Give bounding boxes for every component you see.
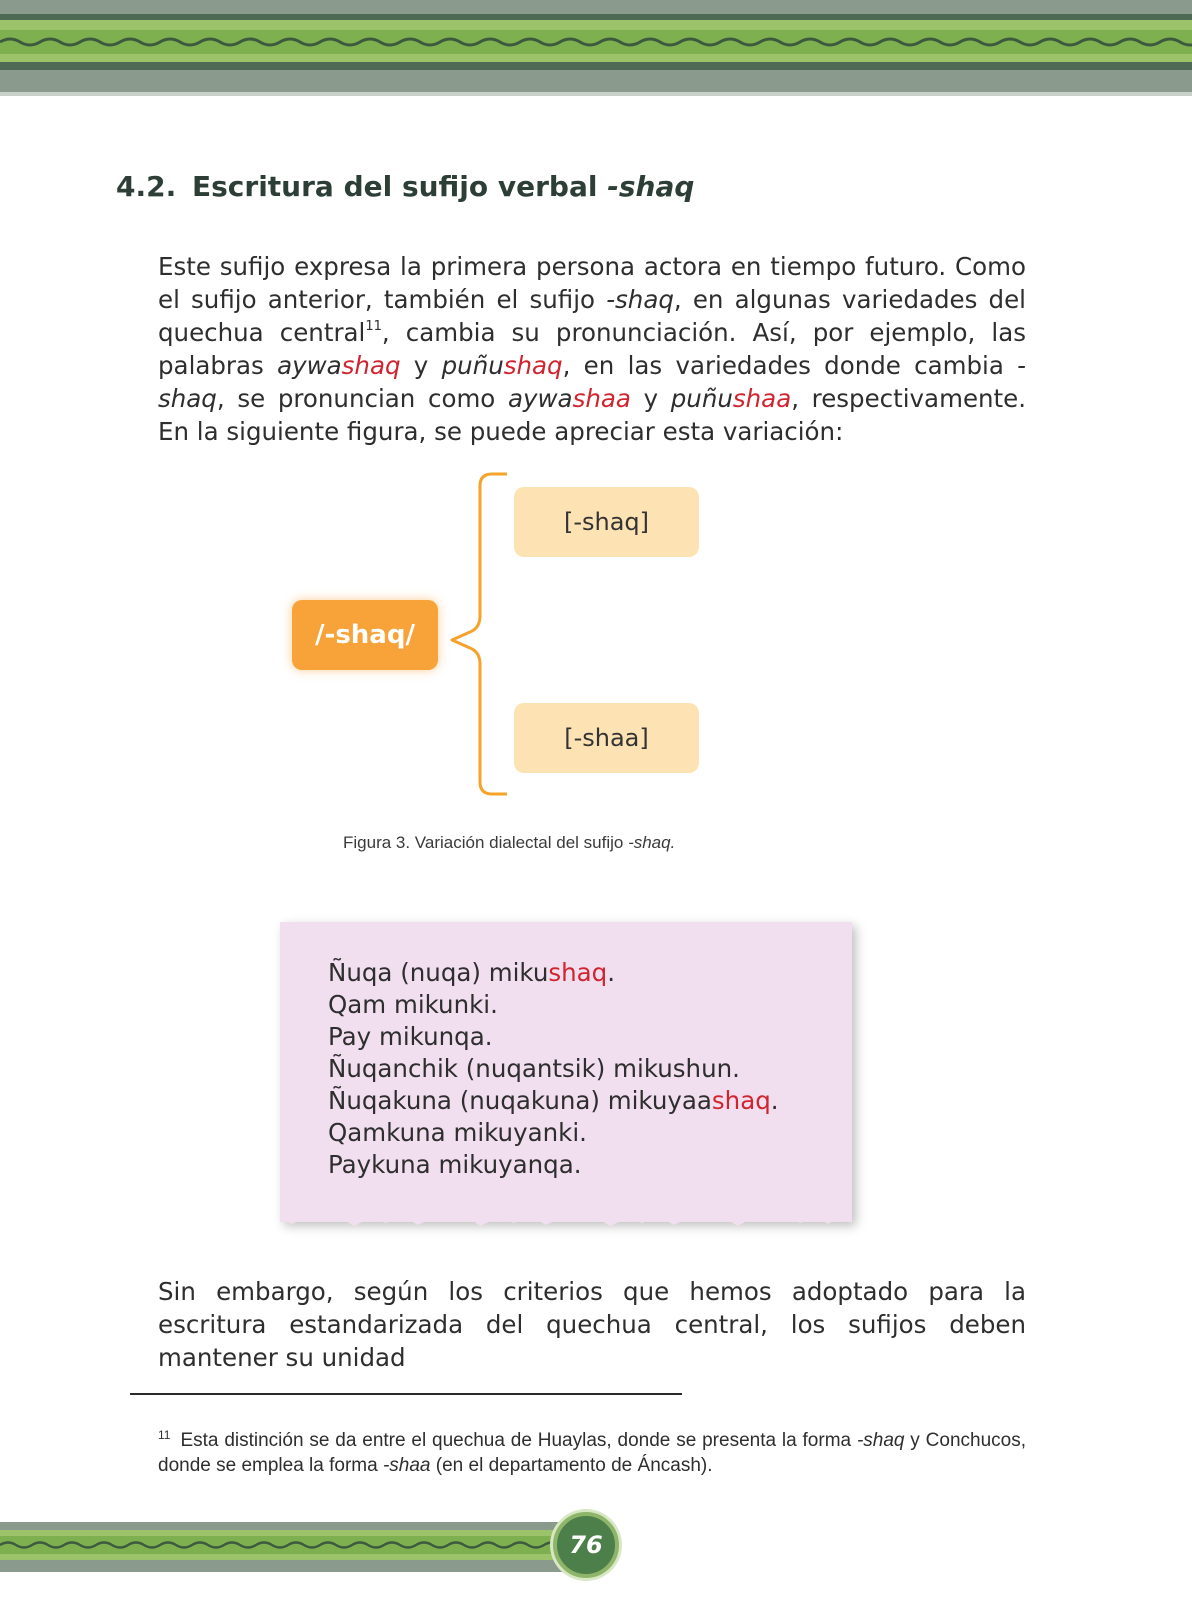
example-line: Qamkuna mikuyanki.	[328, 1118, 587, 1147]
bottom-band-pattern	[0, 1522, 575, 1572]
phoneme-shaq-box: /-shaq/	[292, 600, 438, 670]
figure-caption: Figura 3. Variación dialectal del sufijo -shaq.	[343, 833, 676, 852]
closing-paragraph: Sin embargo, según los criterios que hemos adoptado para la escritura estandarizada del quechua central, los sufijos deben mantener su unidad	[158, 1277, 1026, 1372]
example-line: Ñuqa (nuqa) mikushaq.	[328, 958, 616, 987]
example-line: Qam mikunki.	[328, 990, 498, 1019]
examples-list	[328, 957, 779, 1181]
torn-edge	[280, 1202, 852, 1242]
variant-shaa-box: [-shaa]	[514, 703, 699, 773]
page-number-badge	[553, 1512, 619, 1578]
page-number: 76	[569, 1531, 603, 1559]
footnote-divider	[130, 1393, 682, 1395]
footnote-reference[interactable]: 11	[365, 319, 382, 334]
band-pattern	[0, 0, 1192, 96]
variant-shaq-box: [-shaq]	[514, 487, 699, 557]
footnote-number: 11	[158, 1428, 171, 1442]
example-line: Pay mikunqa.	[328, 1022, 493, 1051]
section-heading	[116, 170, 694, 203]
example-line: Ñuqanchik (nuqantsik) mikushun.	[328, 1054, 740, 1083]
intro-paragraph: Este sufijo expresa la primera persona actora en tiempo futuro. Como el sufijo anterior, también el sufijo -shaq, en algunas variedades del quechua central$^{11}$, cambia su pronunciación. Así, por ejemplo, las palabras aywashaq y puñushaq, en las variedades donde cambia -shaq, se pronuncian como aywashaa y puñushaa, respectivamente. En la siguiente figura, se puede apreciar esta variación:	[158, 252, 1027, 446]
bottom-decorative-band	[0, 1522, 575, 1572]
section-number: 4.2.	[116, 170, 177, 203]
example-line: Ñuqakuna (nuqakuna) mikuyaashaq.	[328, 1086, 779, 1115]
section-title: Escritura del sufijo verbal -shaq	[192, 170, 695, 203]
top-decorative-band	[0, 0, 1192, 96]
footnote: $^{11}$ Esta distinción se da entre el quechua de Huaylas, donde se presenta la forma -shaq y Conchucos, donde se emplea la forma -shaa (en el departamento de Áncash).	[158, 1428, 1026, 1476]
example-line: Paykuna mikuyanqa.	[328, 1150, 582, 1179]
